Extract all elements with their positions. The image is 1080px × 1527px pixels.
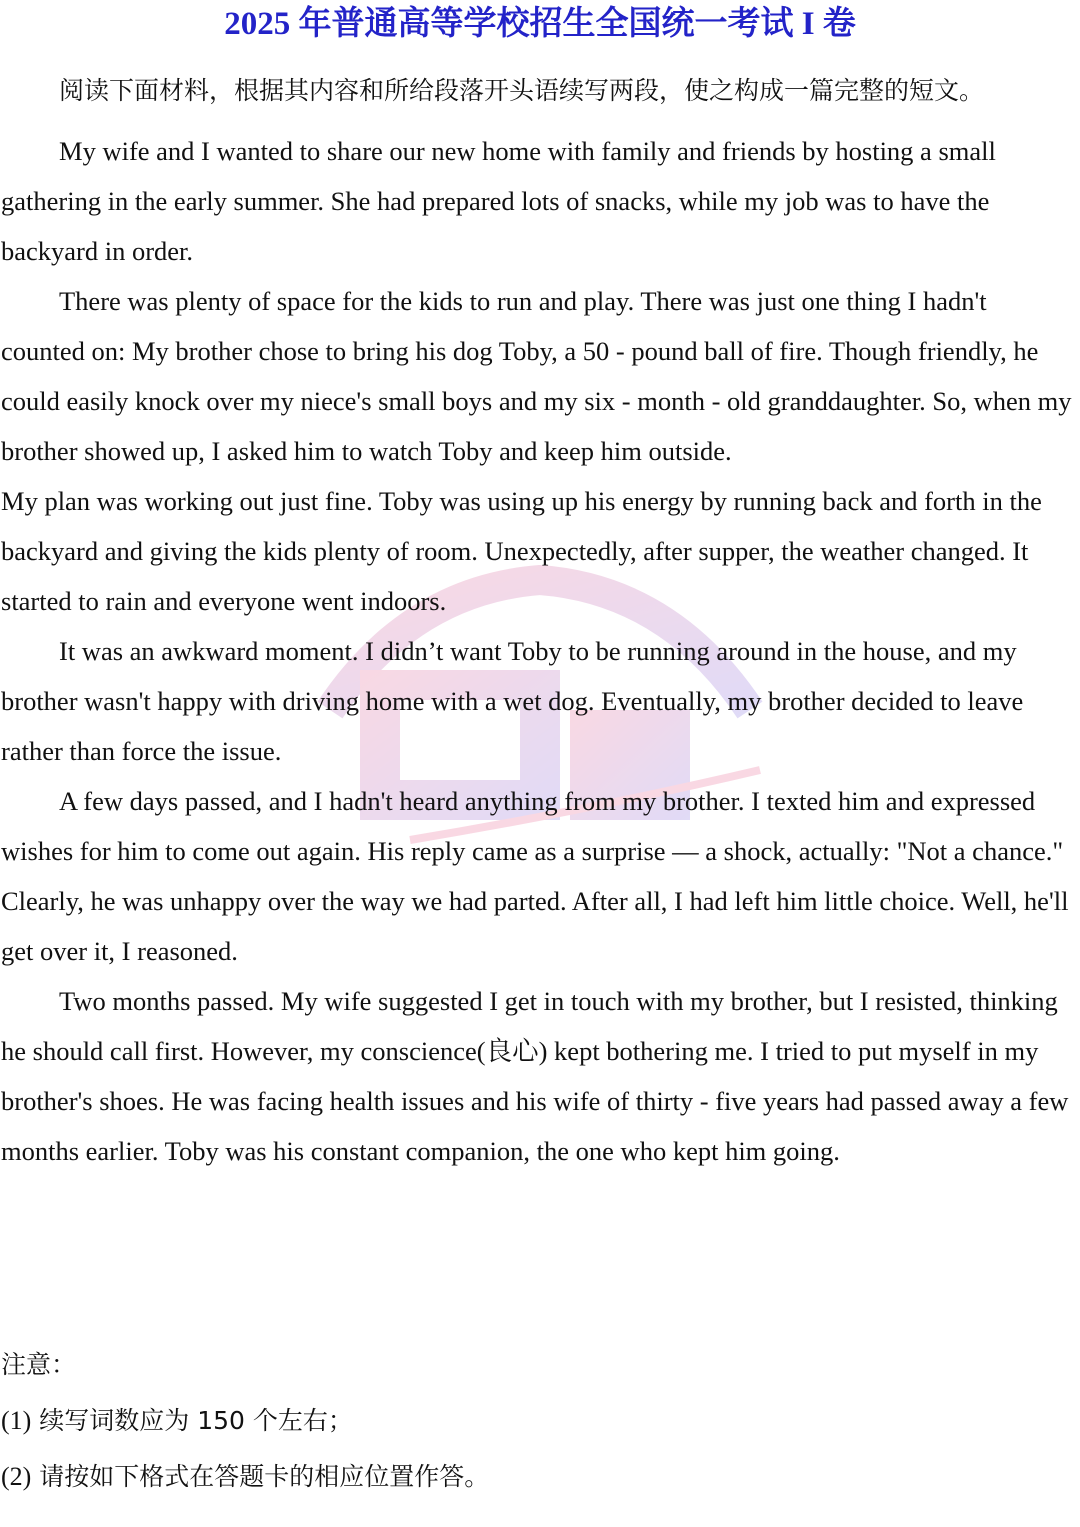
- note-number: (2): [1, 1462, 32, 1491]
- paragraph: My wife and I wanted to share our new home with family and friends by hosting a small gathering in the early summer. She had prepared lots of snacks, while my job was to have the backyard in order.: [1, 136, 996, 266]
- notes-heading: 注意：: [1, 1350, 77, 1379]
- paragraph: Two months passed. My wife suggested I get in touch with my brother, but I resisted, thinking he should call first. However, my conscience(良心) kept bothering me. I tried to put myself in my brother's shoes. He was facing health issues and his wife of thirty - five years had passed away a few months earlier. Toby was his constant companion, the one who kept him going.: [1, 986, 1069, 1166]
- instruction-text: 阅读下面材料，根据其内容和所给段落开头语续写两段，使之构成一篇完整的短文。: [59, 76, 985, 105]
- note-number: (1): [1, 1406, 32, 1435]
- reading-material: [1, 66, 1077, 1176]
- paragraph: There was plenty of space for the kids to run and play. There was just one thing I hadn't counted on: My brother chose to bring his dog Toby, a 50 - pound ball of fire. Though friendly, he could easily knock over my niece's small boys and my six - month - old granddaughter. So, when my brother showed up, I asked him to watch Toby and keep him outside.: [1, 286, 1072, 466]
- paragraph: My plan was working out just fine. Toby was using up his energy by running back and forth in the backyard and giving the kids plenty of room. Unexpectedly, after supper, the weather changed. It started to rain and everyone went indoors.: [1, 486, 1042, 616]
- paragraph: It was an awkward moment. I didn’t want Toby to be running around in the house, and my brother wasn't happy with driving home with a wet dog. Eventually, my brother decided to leave rather than force the issue.: [1, 636, 1024, 766]
- exam-title: 2025 年普通高等学校招生全国统一考试 I 卷: [224, 6, 856, 42]
- note-item: [1, 1393, 1077, 1449]
- note-text: 请按如下格式在答题卡的相应位置作答。: [39, 1462, 490, 1491]
- note-item: [1, 1449, 1077, 1505]
- note-text: 续写词数应为 150 个左右；: [39, 1406, 353, 1435]
- paragraph: A few days passed, and I hadn't heard anything from my brother. I texted him and expressed wishes for him to come out again. His reply came as a surprise — a shock, actually: "Not a chance." Clearly, he was unhappy over the way we had parted. After all, I had left him little choice. Well, he'll get over it, I reasoned.: [1, 786, 1069, 966]
- notes-section: [1, 1337, 1077, 1505]
